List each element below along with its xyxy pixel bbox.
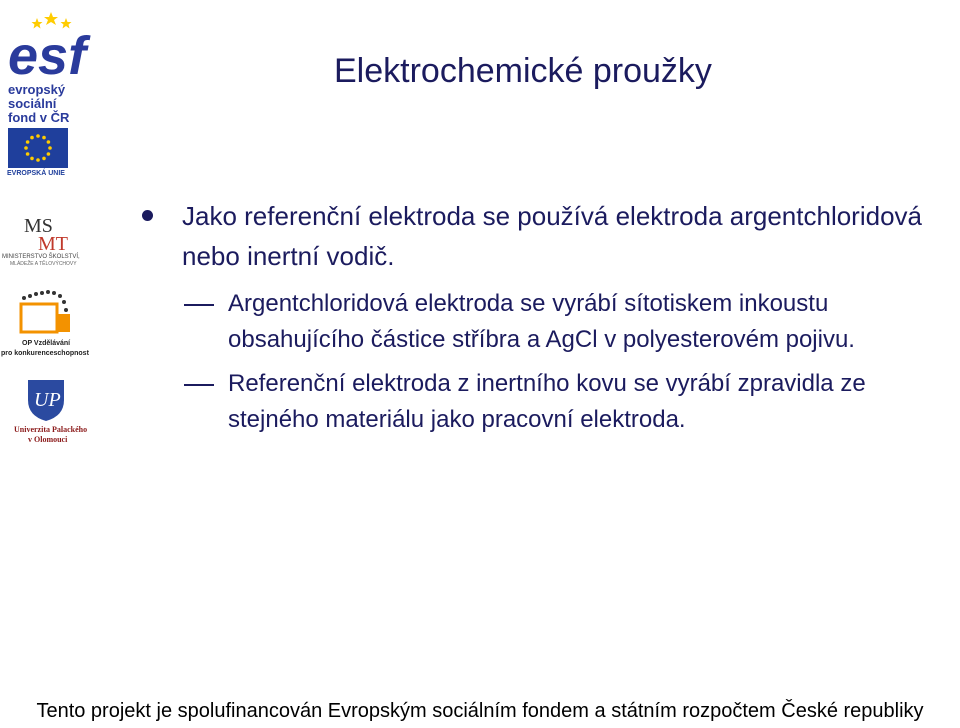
- bullet-text: Jako referenční elektroda se používá elektroda argentchloridová nebo inertní vodič.: [182, 201, 922, 271]
- slide-content: [140, 196, 955, 438]
- svg-text:UP: UP: [34, 389, 61, 411]
- upol-text-1: Univerzita Palackého: [14, 425, 88, 434]
- bullet-dot-icon: [142, 210, 153, 221]
- sub-bullet-text: Argentchloridová elektroda se vyrábí sítotiskem inkoustu obsahujícího částice stříbra a AgCl v polyesterovém pojivu.: [228, 290, 855, 353]
- esf-text-3: fond v ČR: [8, 110, 70, 125]
- eu-flag-icon: [8, 128, 68, 168]
- svg-text:MT: MT: [38, 233, 68, 252]
- svg-text:esf: esf: [8, 26, 87, 86]
- eu-flag-logo: [8, 128, 68, 168]
- op-text-2: pro konkurenceschopnost: [1, 350, 89, 357]
- msmt-emblem-icon: [22, 212, 78, 252]
- logo-sidebar: [0, 0, 100, 460]
- footer: [0, 694, 960, 728]
- upol-text-2: v Olomouci: [28, 435, 68, 444]
- sub-bullet-item: [140, 366, 955, 438]
- svg-text:MS: MS: [24, 215, 53, 237]
- upol-shield-icon: [26, 378, 66, 422]
- esf-text-1: evropský: [8, 82, 66, 97]
- sub-bullet-text: Referenční elektroda z inertního kovu se vyrábí zpravidla ze stejného materiálu jako pracovní elektroda.: [228, 370, 866, 433]
- op-logo: [18, 290, 74, 338]
- msmt-text-2: MLÁDEŽE A TĚLOVÝCHOVY: [10, 261, 77, 267]
- dash-icon: [184, 384, 214, 386]
- sub-bullet-item: [140, 286, 955, 358]
- footer-text: Tento projekt je spolufinancován Evropským sociálním fondem a státním rozpočtem České republiky: [36, 699, 924, 722]
- bullet-item: [140, 196, 955, 276]
- op-logo-icon: [18, 290, 74, 338]
- msmt-text-1: MINISTERSTVO ŠKOLSTVÍ,: [2, 254, 80, 260]
- eu-caption: EVROPSKÁ UNIE: [7, 170, 65, 177]
- slide-title: Elektrochemické proužky: [334, 52, 712, 90]
- upol-logo: [26, 378, 66, 422]
- esf-text-2: sociální: [8, 96, 57, 111]
- msmt-logo: [22, 212, 78, 252]
- op-text-1: OP Vzdělávání: [22, 340, 71, 347]
- dash-icon: [184, 304, 214, 306]
